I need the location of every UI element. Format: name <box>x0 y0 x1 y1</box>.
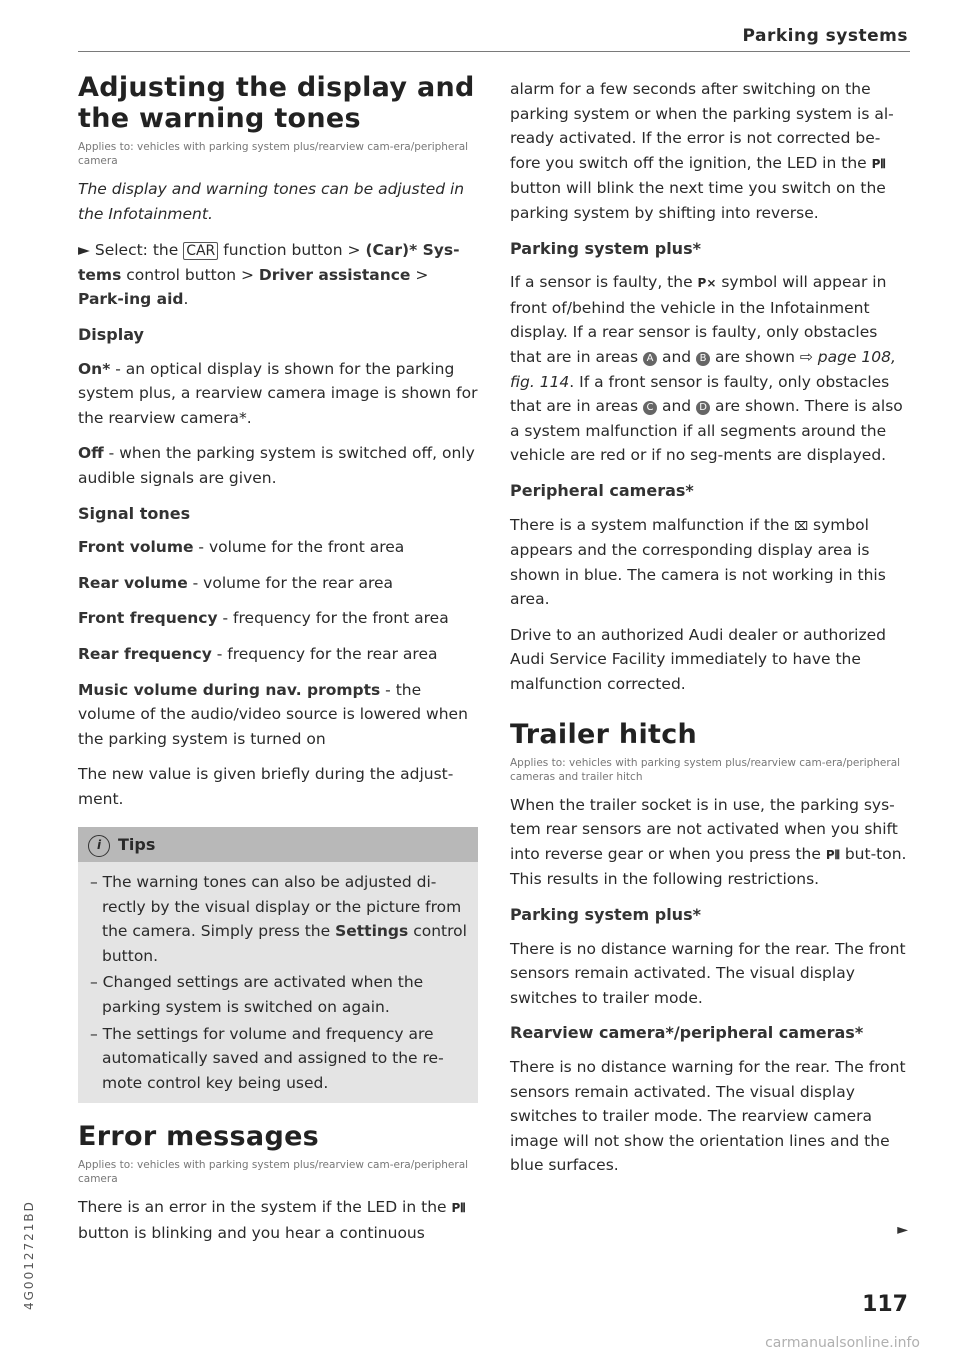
watermark: carmanualsonline.info <box>765 1335 920 1351</box>
intro-text: The display and warning tones can be adjusted in the Infotainment. <box>78 180 465 223</box>
tips-body <box>78 862 478 1103</box>
heading-adjusting-display: Adjusting the display and the warning tones <box>78 72 475 134</box>
right-column <box>510 77 910 1189</box>
item-text: - frequency for the rear area <box>211 644 438 663</box>
heading-error-messages: Error messages <box>78 1121 320 1153</box>
tip-text: control button. <box>102 922 467 965</box>
trailer-text <box>510 793 910 892</box>
step-text: . <box>183 290 189 309</box>
error-text-part: button is blinking and you hear a continuous <box>78 1224 425 1242</box>
applies-to-note: Applies to: vehicles with parking system plus/rearview cam-era/peripheral cameras and trailer hitch <box>510 756 901 783</box>
body-text: There is a system malfunction if the <box>510 515 790 534</box>
parking-aid-label: Park-ing aid <box>78 290 184 309</box>
parking-button-icon: P⦀ <box>451 1201 466 1216</box>
area-b-marker: B <box>696 352 710 366</box>
area-c-marker: C <box>643 401 657 415</box>
heading-trailer-hitch: Trailer hitch <box>510 718 698 750</box>
off-term: Off <box>78 444 104 463</box>
left-column <box>78 72 478 1257</box>
rearview-camera-text: There is no distance warning for the rear. The front sensors remain activated. The visual display switches to trailer mode. The rearview camera image will not show the orientation lines and the blue surfaces. <box>510 1058 906 1175</box>
parking-system-plus-heading: Parking system plus* <box>510 238 701 258</box>
list-item <box>78 606 478 631</box>
list-item <box>78 535 478 560</box>
step-text: function button > <box>223 241 361 260</box>
tip-item: – Changed settings are activated when the parking system is switched on again. <box>90 973 424 1017</box>
area-a-marker: A <box>643 352 657 366</box>
tips-title: Tips <box>118 835 156 855</box>
item-term: Rear volume <box>78 573 188 592</box>
item-text: - volume for the rear area <box>187 573 394 592</box>
tips-header <box>78 827 478 862</box>
body-text: If a sensor is faulty, the <box>510 273 693 292</box>
drive-to-dealer-text: Drive to an authorized Audi dealer or authorized Audi Service Facility immediately to have the malfunction corrected. <box>510 625 887 694</box>
tips-box <box>78 827 478 1103</box>
step-bullet: ► <box>78 241 90 260</box>
list-item <box>78 571 478 596</box>
body-text: . If a front sensor is faulty, only obstacles that are in areas <box>510 372 890 416</box>
applies-to-note: Applies to: vehicles with parking system plus/rearview cam-era/peripheral camera <box>78 141 469 167</box>
item-term: Rear frequency <box>78 644 212 663</box>
body-text: When the trailer socket is in use, the parking sys-tem rear sensors are not activated when you shift into reverse gear or when you press the <box>510 795 898 863</box>
info-icon: i <box>88 835 110 857</box>
new-value-text: The new value is given briefly during the adjust-ment. <box>78 765 454 808</box>
sensor-fault-icon: P⨯ <box>697 276 717 291</box>
parking-system-plus-heading-2: Parking system plus* <box>510 905 701 925</box>
signal-tones-heading: Signal tones <box>78 503 191 523</box>
list-item <box>78 678 478 752</box>
settings-label: Settings <box>335 922 409 941</box>
applies-to-note: Applies to: vehicles with parking system plus/rearview cam-era/peripheral camera <box>78 1159 469 1186</box>
driver-assistance-label: Driver assistance <box>258 265 411 284</box>
on-text: - an optical display is shown for the parking system plus, a rearview camera image is shown for the rearview camera*. <box>78 359 478 427</box>
body-text: and <box>661 397 692 416</box>
cross-reference-link[interactable]: ⇨ page 108, fig. 114 <box>510 347 896 391</box>
item-text: - frequency for the front area <box>217 609 449 628</box>
area-d-marker: D <box>696 401 710 415</box>
header-rule <box>78 51 910 52</box>
body-text: are shown <box>715 347 795 366</box>
tip-text: – The warning tones can also be adjusted di-rectly by the visual display or the picture from the camera. Simply press the <box>90 873 462 941</box>
tip-item <box>88 870 468 968</box>
rearview-camera-heading: Rearview camera*/peripheral cameras* <box>510 1023 864 1043</box>
body-text: symbol will appear in front of/behind the vehicle in the Infotainment display. If a rear sensor is faulty, only obstacles that are in areas <box>510 273 887 366</box>
item-text: - the volume of the audio/video source is lowered when the parking system is turned on <box>78 680 468 748</box>
camera-fault-icon: ⌧ <box>794 518 809 533</box>
error-text-part: button will blink the next time you switch on the parking system by shifting into reverse. <box>510 179 886 222</box>
body-text: are shown. There is also a system malfunction if all segments around the vehicle are red or if no seg-ments are displayed. <box>510 397 903 465</box>
parking-button-icon: P⦀ <box>871 156 886 171</box>
running-header: Parking systems <box>742 26 908 46</box>
document-code-text: 4G0012721BD <box>22 1200 36 1310</box>
parking-system-plus-text <box>510 270 910 468</box>
car-key: CAR <box>183 242 218 260</box>
body-text: symbol appears and the corresponding display area is shown in blue. The camera is not working in this area. <box>510 515 886 609</box>
off-text: - when the parking system is switched off, only audible signals are given. <box>78 444 475 487</box>
car-systems-label: (Car)* Sys-tems <box>78 241 460 284</box>
tip-item: – The settings for volume and frequency are automatically saved and assigned to the re-mote control key being used. <box>90 1024 444 1092</box>
procedure-step <box>78 238 478 312</box>
step-text: > <box>415 265 429 284</box>
item-term: Music volume during nav. prompts <box>78 680 381 699</box>
step-text: control button > <box>126 265 254 284</box>
item-text: - volume for the front area <box>193 538 405 557</box>
item-term: Front frequency <box>78 609 218 628</box>
body-text: and <box>661 347 692 366</box>
parking-system-plus-trailer-text: There is no distance warning for the rear. The front sensors remain activated. The visual display switches to trailer mode. <box>510 939 906 1007</box>
continue-arrow-icon: ► <box>897 1222 908 1238</box>
error-text-part: alarm for a few seconds after switching on the parking system or when the parking system is al-ready activated. If the error is not corrected be-fore you switch off the ignition, the LED in the <box>510 80 894 172</box>
display-off-item <box>78 441 478 490</box>
error-text <box>78 1195 478 1245</box>
page-number: 117 <box>862 1292 908 1317</box>
error-continued <box>510 77 910 226</box>
document-code <box>4 1060 36 1310</box>
peripheral-cameras-text <box>510 513 910 612</box>
on-term: On* <box>78 359 111 378</box>
display-heading: Display <box>78 324 144 344</box>
step-text: Select: the <box>94 241 179 260</box>
parking-button-icon: P⦀ <box>825 847 840 862</box>
peripheral-cameras-heading: Peripheral cameras* <box>510 480 694 500</box>
error-text-part: There is an error in the system if the LED in the <box>78 1198 447 1217</box>
item-term: Front volume <box>78 538 194 557</box>
list-item <box>78 642 478 667</box>
display-on-item <box>78 357 478 431</box>
body-text: but-ton. This results in the following restrictions. <box>510 844 907 889</box>
